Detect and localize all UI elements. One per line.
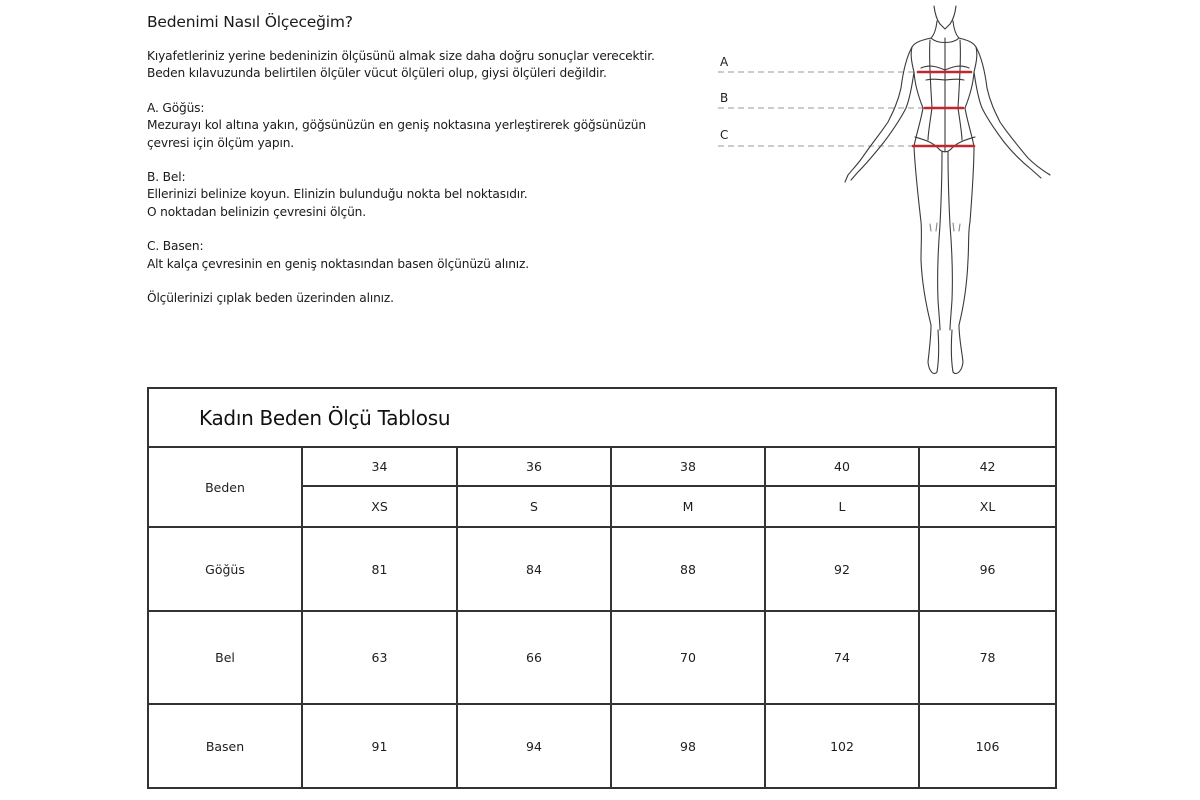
size-letter: S	[457, 486, 611, 527]
torso-right	[959, 38, 977, 146]
size-chart-table	[147, 387, 1057, 789]
size-number: 34	[302, 447, 457, 486]
size-letter: XL	[919, 486, 1056, 527]
guide-note	[147, 290, 667, 307]
row-label: Basen	[148, 704, 302, 788]
size-number: 42	[919, 447, 1056, 486]
cell-value: 84	[457, 527, 611, 611]
row-label: Bel	[148, 611, 302, 704]
body-figure	[700, 0, 1080, 380]
leg-left-outer	[914, 146, 939, 374]
section-heading: C. Basen:	[147, 239, 204, 254]
cell-value: 92	[765, 527, 919, 611]
measurement-guide	[147, 12, 667, 324]
size-letter: XS	[302, 486, 457, 527]
section-heading: B. Bel:	[147, 170, 186, 185]
knees	[930, 223, 960, 231]
body-outline-icon	[700, 0, 1080, 380]
cell-value: 102	[765, 704, 919, 788]
header-label-beden: Beden	[148, 447, 302, 527]
arm-left	[845, 47, 914, 182]
cell-value: 96	[919, 527, 1056, 611]
label-a: A	[720, 55, 729, 69]
table-row-bel	[148, 611, 1056, 704]
size-number-row	[148, 447, 1056, 486]
section-text: Alt kalça çevresinin en geniş noktasından basen ölçünüzü alınız.	[147, 256, 530, 271]
size-letter: L	[765, 486, 919, 527]
size-number: 40	[765, 447, 919, 486]
section-hip	[147, 238, 667, 273]
torso-left	[911, 38, 931, 146]
cell-value: 98	[611, 704, 765, 788]
neck	[934, 6, 956, 29]
section-text: Ellerinizi belinize koyun. Elinizin bulunduğu nokta bel noktasıdır.	[147, 187, 528, 202]
cell-value: 78	[919, 611, 1056, 704]
section-waist	[147, 169, 667, 221]
guide-title: Bedenimi Nasıl Ölçeceğim?	[147, 13, 353, 31]
size-number: 36	[457, 447, 611, 486]
note-text: Ölçülerinizi çıplak beden üzerinden alınız.	[147, 291, 394, 306]
section-text: çevresi için ölçüm yapın.	[147, 135, 294, 150]
intro-line: Kıyafetleriniz yerine bedeninizin ölçüsünü almak size daha doğru sonuçlar verecektir.	[147, 49, 655, 63]
label-b: B	[720, 91, 729, 105]
size-number: 38	[611, 447, 765, 486]
leg-left-inner	[938, 152, 942, 330]
table-row-gogus	[148, 527, 1056, 611]
label-c: C	[720, 128, 729, 142]
cell-value: 88	[611, 527, 765, 611]
leg-right-outer	[951, 146, 974, 374]
cell-value: 81	[302, 527, 457, 611]
intro-line: Beden kılavuzunda belirtilen ölçüler vücut ölçüleri olup, giysi ölçüleri değildir.	[147, 66, 607, 81]
section-text: Mezurayı kol altına yakın, göğsünüzün en geniş noktasına yerleştirerek göğsünüzün	[147, 118, 646, 133]
princess-seams	[928, 38, 962, 152]
cell-value: 74	[765, 611, 919, 704]
table-title: Kadın Beden Ölçü Tablosu	[148, 388, 1056, 447]
section-text: O noktadan belinizin çevresini ölçün.	[147, 204, 366, 219]
cell-value: 63	[302, 611, 457, 704]
section-heading: A. Göğüs:	[147, 100, 205, 115]
arm-right	[974, 47, 1050, 178]
cell-value: 70	[611, 611, 765, 704]
table-row-basen	[148, 704, 1056, 788]
cell-value: 106	[919, 704, 1056, 788]
guide-intro	[147, 48, 667, 83]
cell-value: 94	[457, 704, 611, 788]
leg-right-inner	[948, 152, 952, 330]
cell-value: 91	[302, 704, 457, 788]
size-letter: M	[611, 486, 765, 527]
cell-value: 66	[457, 611, 611, 704]
section-chest	[147, 100, 667, 152]
row-label: Göğüs	[148, 527, 302, 611]
